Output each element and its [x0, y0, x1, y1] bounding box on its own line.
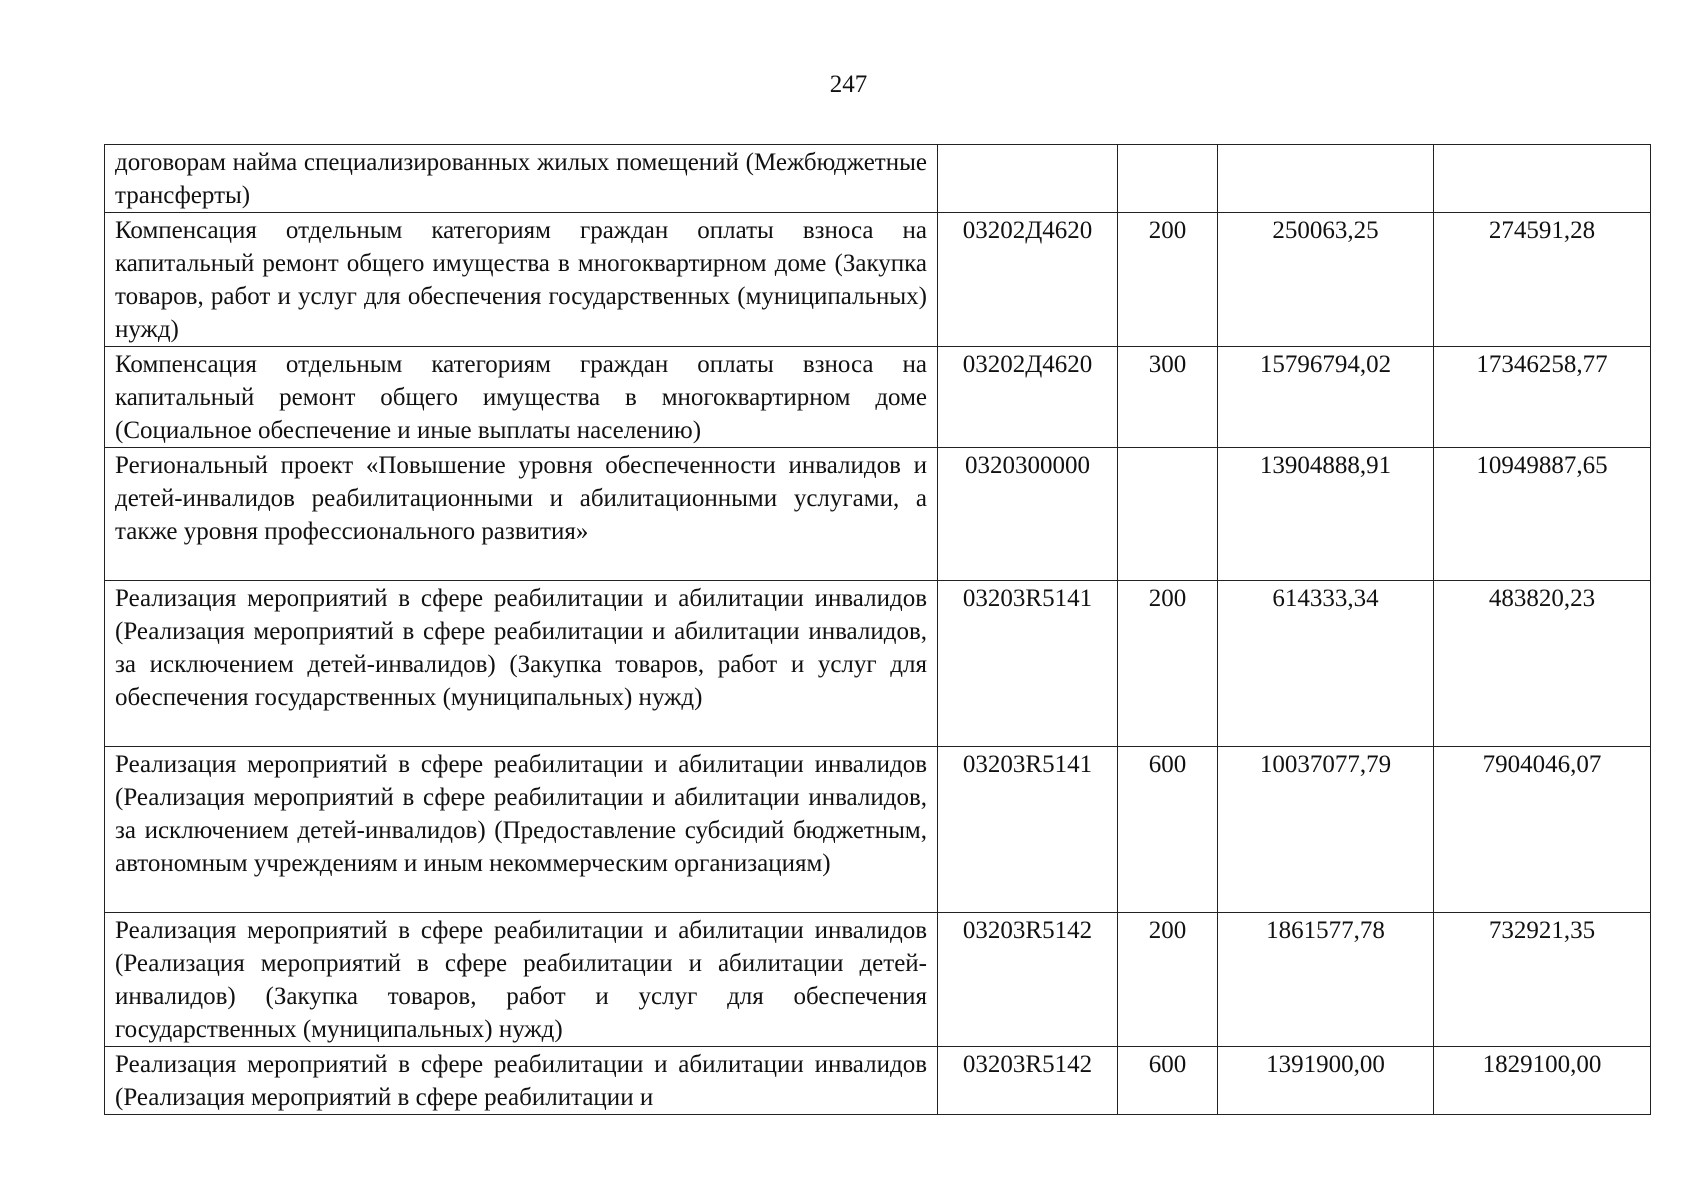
row-name: Региональный проект «Повышение уровня обеспеченности инвалидов и детей-инвалидов реабилитационными и абилитационными услугами, а также уровня профессионального развития» — [105, 448, 938, 581]
row-name: Реализация мероприятий в сфере реабилитации и абилитации инвалидов (Реализация мероприятий в сфере реабилитации и — [105, 1047, 938, 1115]
table-row — [105, 581, 1651, 747]
row-amount-year-2 — [1434, 145, 1651, 213]
row-code: 03202Д4620 — [938, 213, 1118, 347]
row-amount-year-1: 10037077,79 — [1218, 747, 1434, 913]
row-name: Компенсация отдельным категориям граждан оплаты взноса на капитальный ремонт общего имущества в многоквартирном доме (Закупка товаров, работ и услуг для обеспечения государственных (муниципальных) нужд) — [105, 213, 938, 347]
row-name: Компенсация отдельным категориям граждан оплаты взноса на капитальный ремонт общего имущества в многоквартирном доме (Социальное обеспечение и иные выплаты населению) — [105, 347, 938, 448]
row-amount-year-1 — [1218, 145, 1434, 213]
row-code: 0320300000 — [938, 448, 1118, 581]
table-row — [105, 145, 1651, 213]
page-number: 247 — [829, 71, 868, 98]
row-amount-year-2: 732921,35 — [1434, 913, 1651, 1047]
row-amount-year-2: 7904046,07 — [1434, 747, 1651, 913]
row-expense-type: 200 — [1118, 581, 1218, 747]
row-amount-year-2: 1829100,00 — [1434, 1047, 1651, 1115]
row-amount-year-1: 1391900,00 — [1218, 1047, 1434, 1115]
row-code — [938, 145, 1118, 213]
row-amount-year-2: 274591,28 — [1434, 213, 1651, 347]
row-amount-year-1: 13904888,91 — [1218, 448, 1434, 581]
row-name: договорам найма специализированных жилых помещений (Межбюджетные трансферты) — [105, 145, 938, 213]
row-expense-type — [1118, 145, 1218, 213]
table-row — [105, 1047, 1651, 1115]
table-row — [105, 213, 1651, 347]
row-expense-type: 600 — [1118, 747, 1218, 913]
row-amount-year-2: 10949887,65 — [1434, 448, 1651, 581]
row-amount-year-1: 614333,34 — [1218, 581, 1434, 747]
table-row — [105, 913, 1651, 1047]
table-row — [105, 448, 1651, 581]
row-expense-type: 200 — [1118, 913, 1218, 1047]
table-row — [105, 747, 1651, 913]
row-expense-type: 600 — [1118, 1047, 1218, 1115]
row-name: Реализация мероприятий в сфере реабилитации и абилитации инвалидов (Реализация мероприятий в сфере реабилитации и абилитации инвалидов, за исключением детей-инвалидов) (Закупка товаров, работ и услуг для обеспечения государственных (муниципальных) нужд) — [105, 581, 938, 747]
row-expense-type: 200 — [1118, 213, 1218, 347]
row-name: Реализация мероприятий в сфере реабилитации и абилитации инвалидов (Реализация мероприятий в сфере реабилитации и абилитации детей-инвалидов) (Закупка товаров, работ и услуг для обеспечения государственных (муниципальных) нужд) — [105, 913, 938, 1047]
row-expense-type — [1118, 448, 1218, 581]
row-code: 03203R5142 — [938, 913, 1118, 1047]
row-amount-year-1: 250063,25 — [1218, 213, 1434, 347]
row-code: 03203R5141 — [938, 581, 1118, 747]
row-code: 03203R5141 — [938, 747, 1118, 913]
row-code: 03203R5142 — [938, 1047, 1118, 1115]
row-amount-year-2: 17346258,77 — [1434, 347, 1651, 448]
table-row — [105, 347, 1651, 448]
row-amount-year-1: 1861577,78 — [1218, 913, 1434, 1047]
row-amount-year-2: 483820,23 — [1434, 581, 1651, 747]
budget-table — [104, 144, 1651, 1115]
row-expense-type: 300 — [1118, 347, 1218, 448]
row-amount-year-1: 15796794,02 — [1218, 347, 1434, 448]
row-code: 03202Д4620 — [938, 347, 1118, 448]
row-name: Реализация мероприятий в сфере реабилитации и абилитации инвалидов (Реализация мероприятий в сфере реабилитации и абилитации инвалидов, за исключением детей-инвалидов) (Предоставление субсидий бюджетным, автономным учреждениям и иным некоммерческим организациям) — [105, 747, 938, 913]
